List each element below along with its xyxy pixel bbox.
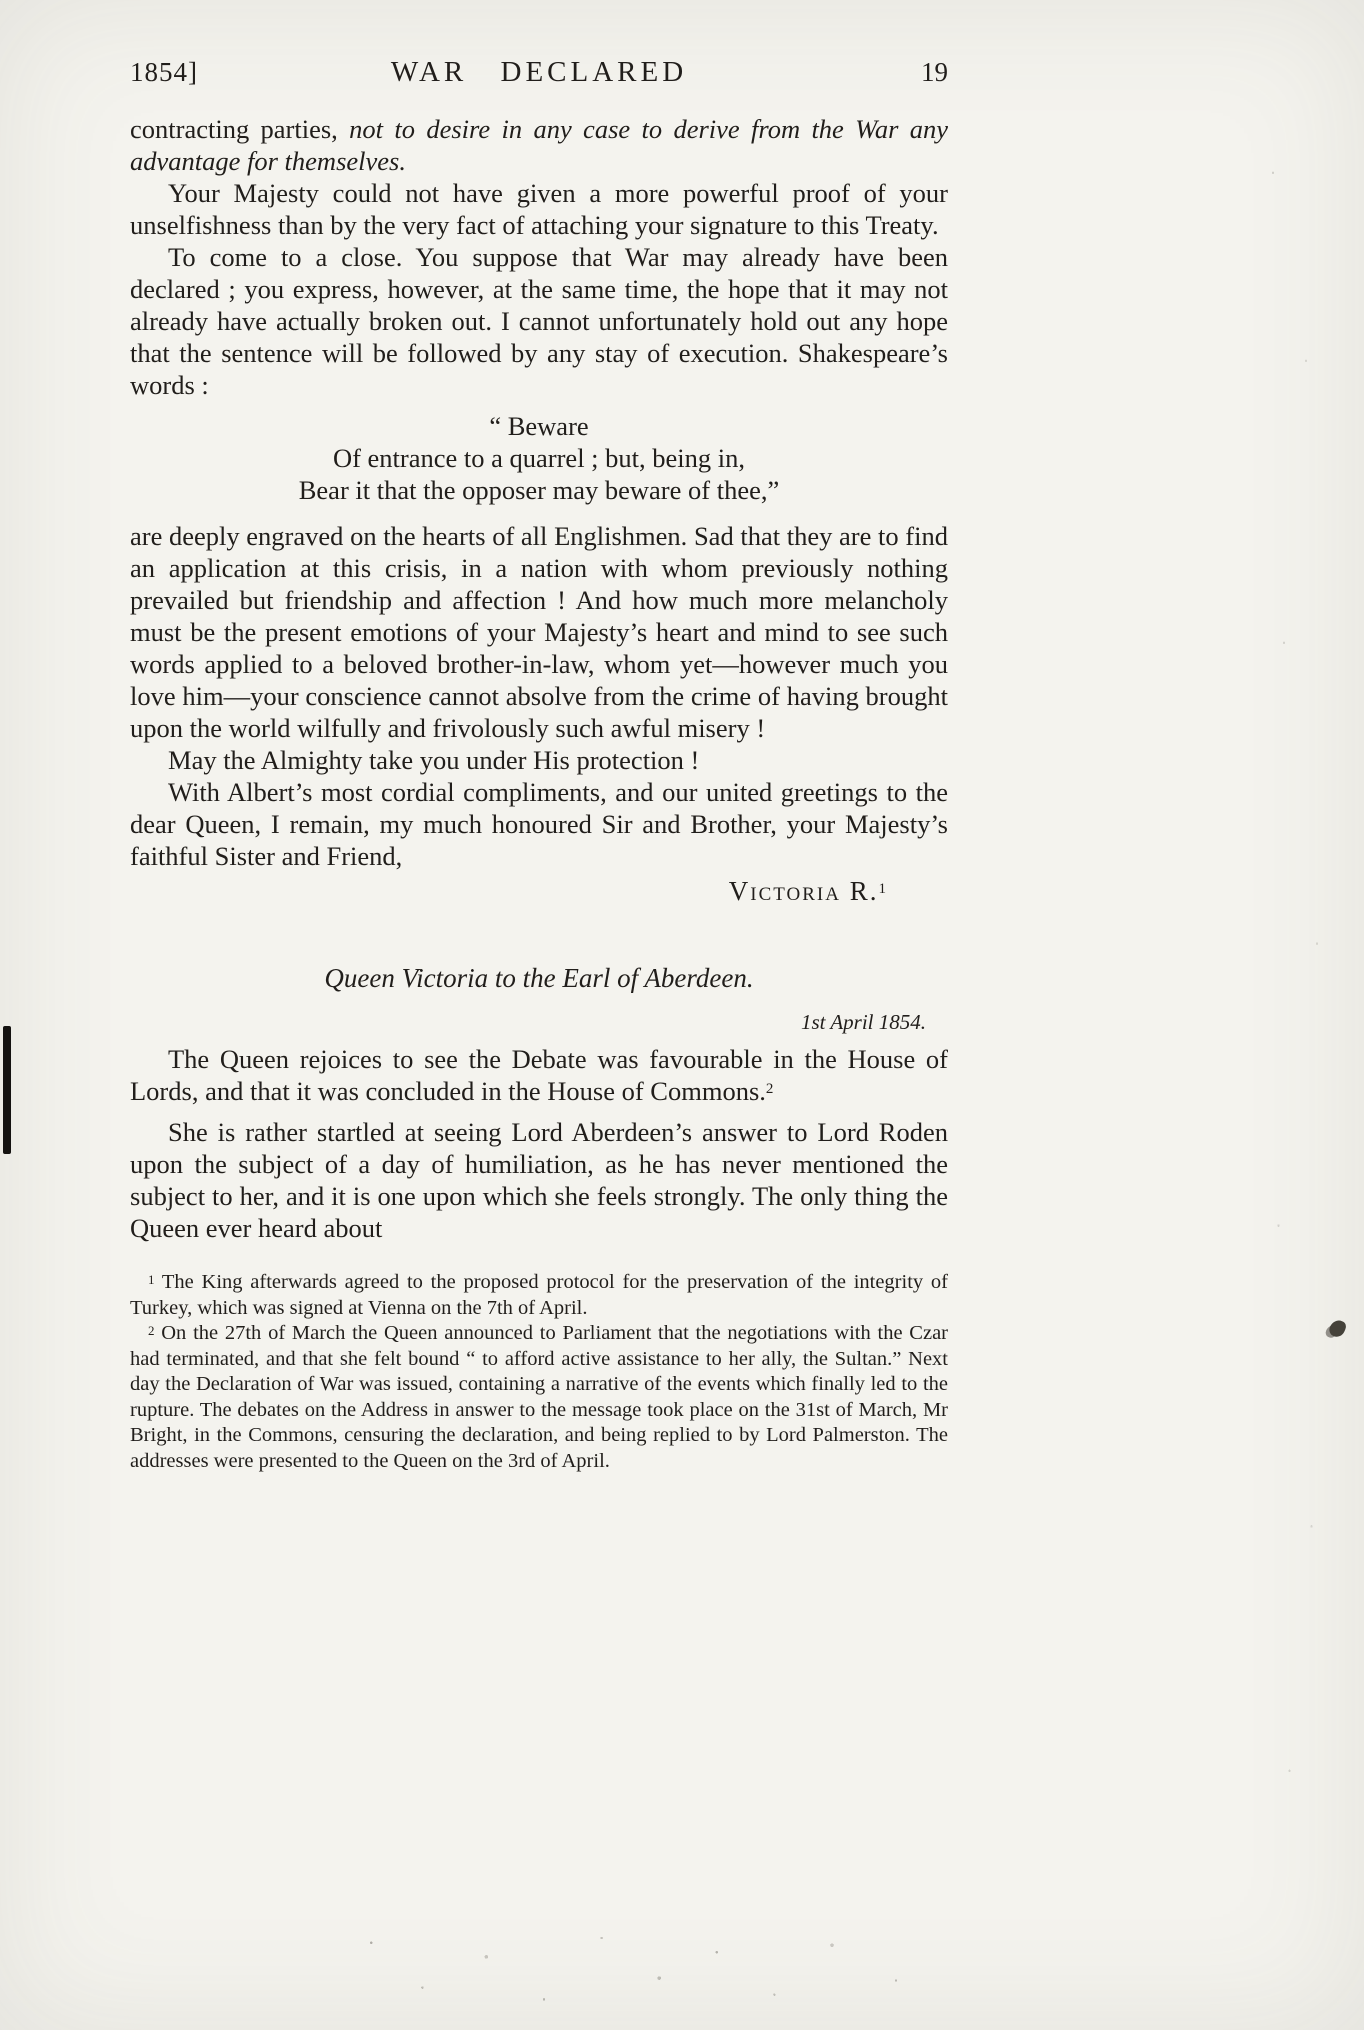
letter-date: 1st April 1854. — [800, 1010, 926, 1034]
footnote-marker-2: 2 — [148, 1323, 155, 1338]
scan-noise-right — [1240, 60, 1350, 1940]
text-run-roman: The Queen rejoices to see the Debate was favourable in the House of Lords, and that it was concluded in the House of Commons. — [130, 1044, 948, 1106]
footnote-ref-1: 1 — [878, 881, 886, 897]
scan-artifact-line — [3, 1026, 11, 1154]
text-run-roman: contracting parties, — [130, 114, 350, 144]
paragraph-war-declared: To come to a close. You suppose that War may already have been declared ; you express, however, at the same time, the hope that it may not already have actually broken out. I cannot unfortunately hold out any hope that the sentence will be followed by any stay of execution. Shakespeare’s words : — [130, 242, 948, 400]
footnote-ref-2: 2 — [765, 1081, 774, 1097]
footnote-1 — [130, 1270, 948, 1321]
verse-line-2: Of entrance to a quarrel ; but, being in, — [332, 443, 746, 473]
paragraph-treaty-continuation — [130, 113, 948, 177]
running-head — [130, 56, 948, 89]
footnotes — [130, 1270, 948, 1474]
verse-line-1: “ Beware — [489, 411, 589, 441]
paragraph-majesty-proof: Your Majesty could not have given a more powerful proof of your unselfishness than by the very fact of attaching your signature to this Treaty. — [130, 178, 948, 240]
letter-heading: Queen Victoria to the Earl of Aberdeen. — [324, 963, 754, 993]
paragraph-queen-rejoices — [130, 1043, 948, 1107]
text-run-italic: not to desire in any case to derive from the War any advantage for themselves. — [130, 114, 948, 176]
paragraph-englishmen: are deeply engraved on the hearts of all Englishmen. Sad that they are to find an application at this crisis, in a nation with whom previously nothing prevailed but friendship and affection ! And how much more melancholy must be the present emotions of your Majesty’s heart and mind to see such words applied to a beloved brother-in-law, whom yet—however much you love him—your conscience cannot absolve from the crime of having brought upon the world wilfully and frivolously such awful misery ! — [130, 521, 948, 743]
footnote-text-2: On the 27th of March the Queen announced to Parliament that the negotiations with the Czar had terminated, and that she felt bound “ to afford active assistance to her ally, the Sultan.” Next day the Declaration of War was issued, containing a narrative of the events which finally led to the rupture. The debates on the Address in answer to the message took place on the 31st of March, Mr Bright, in the Commons, censuring the declaration, and being replied to by Lord Palmerston. The addresses were presented to the Queen on the 3rd of April. — [130, 1322, 948, 1472]
header-year: 1854] — [130, 57, 198, 87]
verse-line-3: Bear it that the opposer may beware of thee,” — [298, 475, 780, 505]
paragraph-almighty: May the Almighty take you under His protection ! — [168, 745, 700, 775]
shakespeare-quote — [130, 410, 948, 506]
footnote-marker-1: 1 — [148, 1272, 155, 1287]
scan-noise-bottom — [320, 1905, 960, 2023]
paragraph-compliments: With Albert’s most cordial compliments, and our united greetings to the dear Queen, I remain, my much honoured Sir and Brother, your Majesty’s faithful Sister and Friend, — [130, 777, 948, 871]
footnote-2 — [130, 1321, 948, 1474]
page-title: WAR DECLARED — [390, 56, 688, 88]
page-content — [130, 56, 948, 1474]
signature-victoria — [130, 874, 948, 908]
page-number: 19 — [921, 57, 948, 87]
signature-name: Victoria R. — [728, 876, 879, 906]
footnote-text-1: The King afterwards agreed to the proposed protocol for the preservation of the integrity of Turkey, which was signed at Vienna on the 7th of April. — [130, 1271, 948, 1319]
paragraph-queen-startled: She is rather startled at seeing Lord Aberdeen’s answer to Lord Roden upon the subject of a day of humiliation, as he has never mentioned the subject to her, and it is one upon which she feels strongly. The only thing the Queen ever heard about — [130, 1117, 948, 1243]
